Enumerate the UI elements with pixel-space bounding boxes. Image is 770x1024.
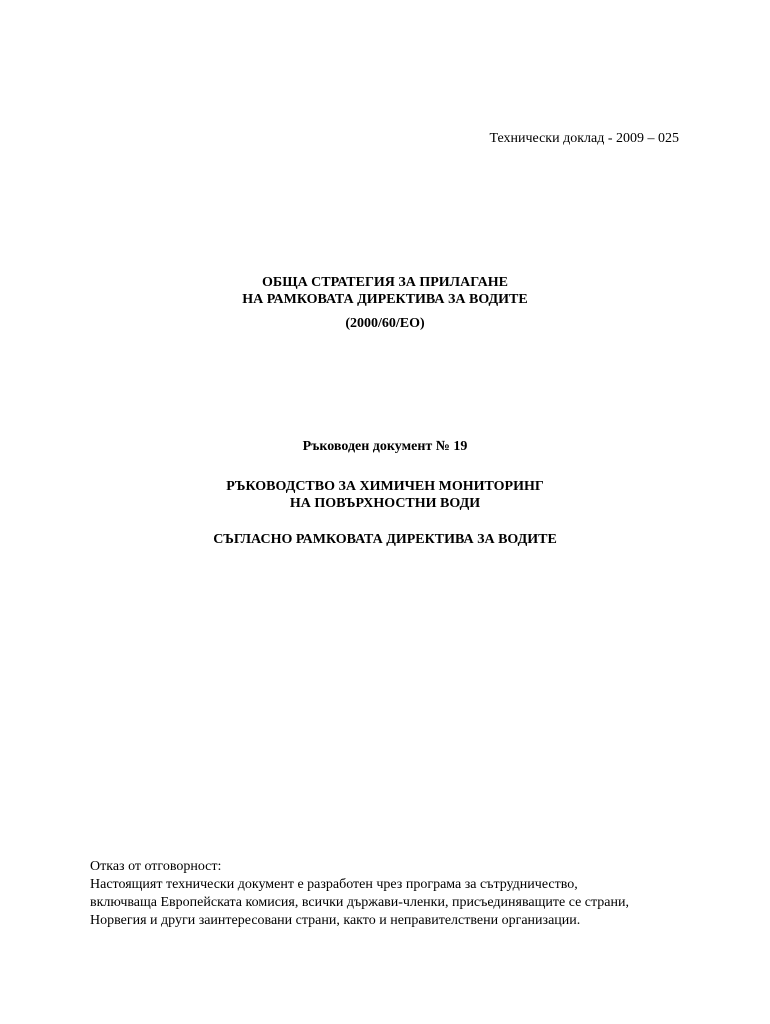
- guidance-title-line-2: НА ПОВЪРХНОСТНИ ВОДИ: [289, 496, 481, 511]
- guidance-title-line-1: РЪКОВОДСТВО ЗА ХИМИЧЕН МОНИТОРИНГ: [226, 479, 544, 494]
- strategy-title-line-1: ОБЩА СТРАТЕГИЯ ЗА ПРИЛАГАНЕ: [262, 275, 508, 290]
- directive-number: (2000/60/ЕО): [345, 316, 425, 331]
- disclaimer-line: Норвегия и други заинтересовани страни, както и неправителствени организации.: [90, 913, 581, 928]
- report-number: Технически доклад - 2009 – 025: [489, 131, 679, 146]
- disclaimer-line: Настоящият технически документ е разработен чрез програма за сътрудничество,: [90, 877, 578, 892]
- strategy-title-line-2: НА РАМКОВАТА ДИРЕКТИВА ЗА ВОДИТЕ: [242, 292, 528, 307]
- disclaimer-block: [90, 858, 690, 930]
- guidance-document-number: Ръководен документ № 19: [302, 439, 468, 454]
- disclaimer-heading: Отказ от отговорност:: [90, 859, 222, 874]
- disclaimer-line: включваща Европейската комисия, всички държави-членки, присъединяващите се страни,: [90, 895, 630, 910]
- guidance-title-line-3: СЪГЛАСНО РАМКОВАТА ДИРЕКТИВА ЗА ВОДИТЕ: [213, 532, 557, 547]
